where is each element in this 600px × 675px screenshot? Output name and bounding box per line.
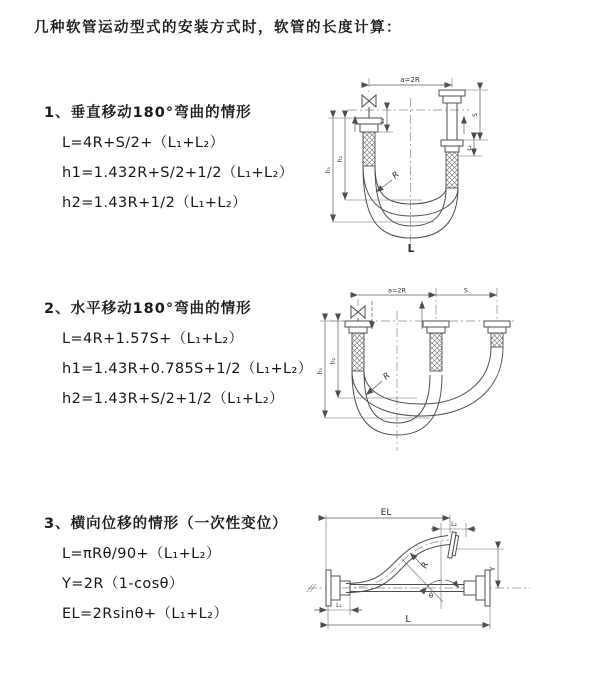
valve-icon <box>351 306 365 321</box>
section-3-heading: 3、横向位移的情形（一次性变位） <box>44 516 288 532</box>
section-2-formula-h2: h2=1.43R+S/2+1/2（L₁+L₂） <box>62 391 285 407</box>
height1-label: h₁ <box>325 166 332 174</box>
radius-label: R <box>390 169 402 182</box>
angle-label: θ <box>428 592 434 600</box>
flange-right <box>464 570 490 606</box>
right-pipe <box>439 90 465 188</box>
left-pipe <box>356 118 382 166</box>
braided-hose-1 <box>352 333 364 371</box>
diagram-lateral-displacement <box>298 503 598 643</box>
end-right-label: L₂ <box>451 521 457 528</box>
section-1-formula-L: L=4R+S/2+（L₁+L₂） <box>62 135 225 151</box>
section-3-formula-Y: Y=2R（1-cosθ） <box>62 576 184 592</box>
section-3-formula-L: L=πRθ/90+（L₁+L₂） <box>62 546 221 562</box>
height2-label: h₂ <box>330 357 337 365</box>
hose-s-curve <box>342 536 450 593</box>
dimension-span <box>326 508 450 573</box>
braided-hose-right <box>446 152 458 188</box>
pipe-3 <box>484 321 510 347</box>
page-title: 几种软管运动型式的安装方式时，软管的长度计算： <box>34 20 402 36</box>
dimension-heights <box>325 118 434 222</box>
end-left-label: L₁ <box>380 118 386 124</box>
braided-hose-left <box>363 132 375 166</box>
diagram-vertical-180-bend <box>312 70 562 255</box>
valve-icon <box>362 95 376 118</box>
offset-label: Y <box>489 566 497 572</box>
dimension-span <box>358 287 436 296</box>
radius-callout <box>410 553 431 570</box>
dimension-length <box>328 606 490 629</box>
radius-label: R <box>419 560 432 571</box>
stroke-label: S <box>463 286 469 295</box>
dimension-stroke <box>436 287 497 296</box>
dimension-span <box>369 76 452 85</box>
length-label: L <box>407 243 415 255</box>
section-1-formula-h1: h1=1.432R+S/2+1/2（L₁+L₂） <box>62 165 294 181</box>
section-2-heading: 2、水平移动180°弯曲的情形 <box>44 301 252 317</box>
section-2-formula-L: L=4R+1.57S+（L₁+L₂） <box>62 331 244 347</box>
hose-loops <box>352 347 503 435</box>
height2-label: h₂ <box>337 155 344 163</box>
section-1-formula-h2: h2=1.43R+1/2（L₁+L₂） <box>62 195 247 211</box>
section-1-heading: 1、垂直移动180°弯曲的情形 <box>44 105 252 121</box>
length-label: L <box>405 614 411 625</box>
radius-label: R <box>381 370 393 383</box>
end-left-label: L₁ <box>336 602 342 609</box>
section-3-formula-EL: EL=2Rsinθ+（L₁+L₂） <box>62 606 229 622</box>
braided-hose-2 <box>430 333 442 371</box>
radius-callout <box>366 371 393 395</box>
flange-displaced <box>448 532 459 559</box>
end-right-label: L₂ <box>467 145 473 151</box>
height1-label: h₁ <box>317 367 324 375</box>
diagram-horizontal-180-bend <box>312 283 552 458</box>
span-label: a=2R <box>400 76 420 84</box>
pipe-2 <box>423 321 449 371</box>
braided-hose-3 <box>491 333 503 347</box>
section-2-formula-h1: h1=1.43R+0.785S+1/2（L₁+L₂） <box>62 361 313 377</box>
pipe-1 <box>345 321 371 371</box>
span-label: a=2R <box>387 286 407 295</box>
stroke-label: S <box>471 112 479 118</box>
radius-callout <box>376 170 402 192</box>
span-label: EL <box>380 508 392 518</box>
